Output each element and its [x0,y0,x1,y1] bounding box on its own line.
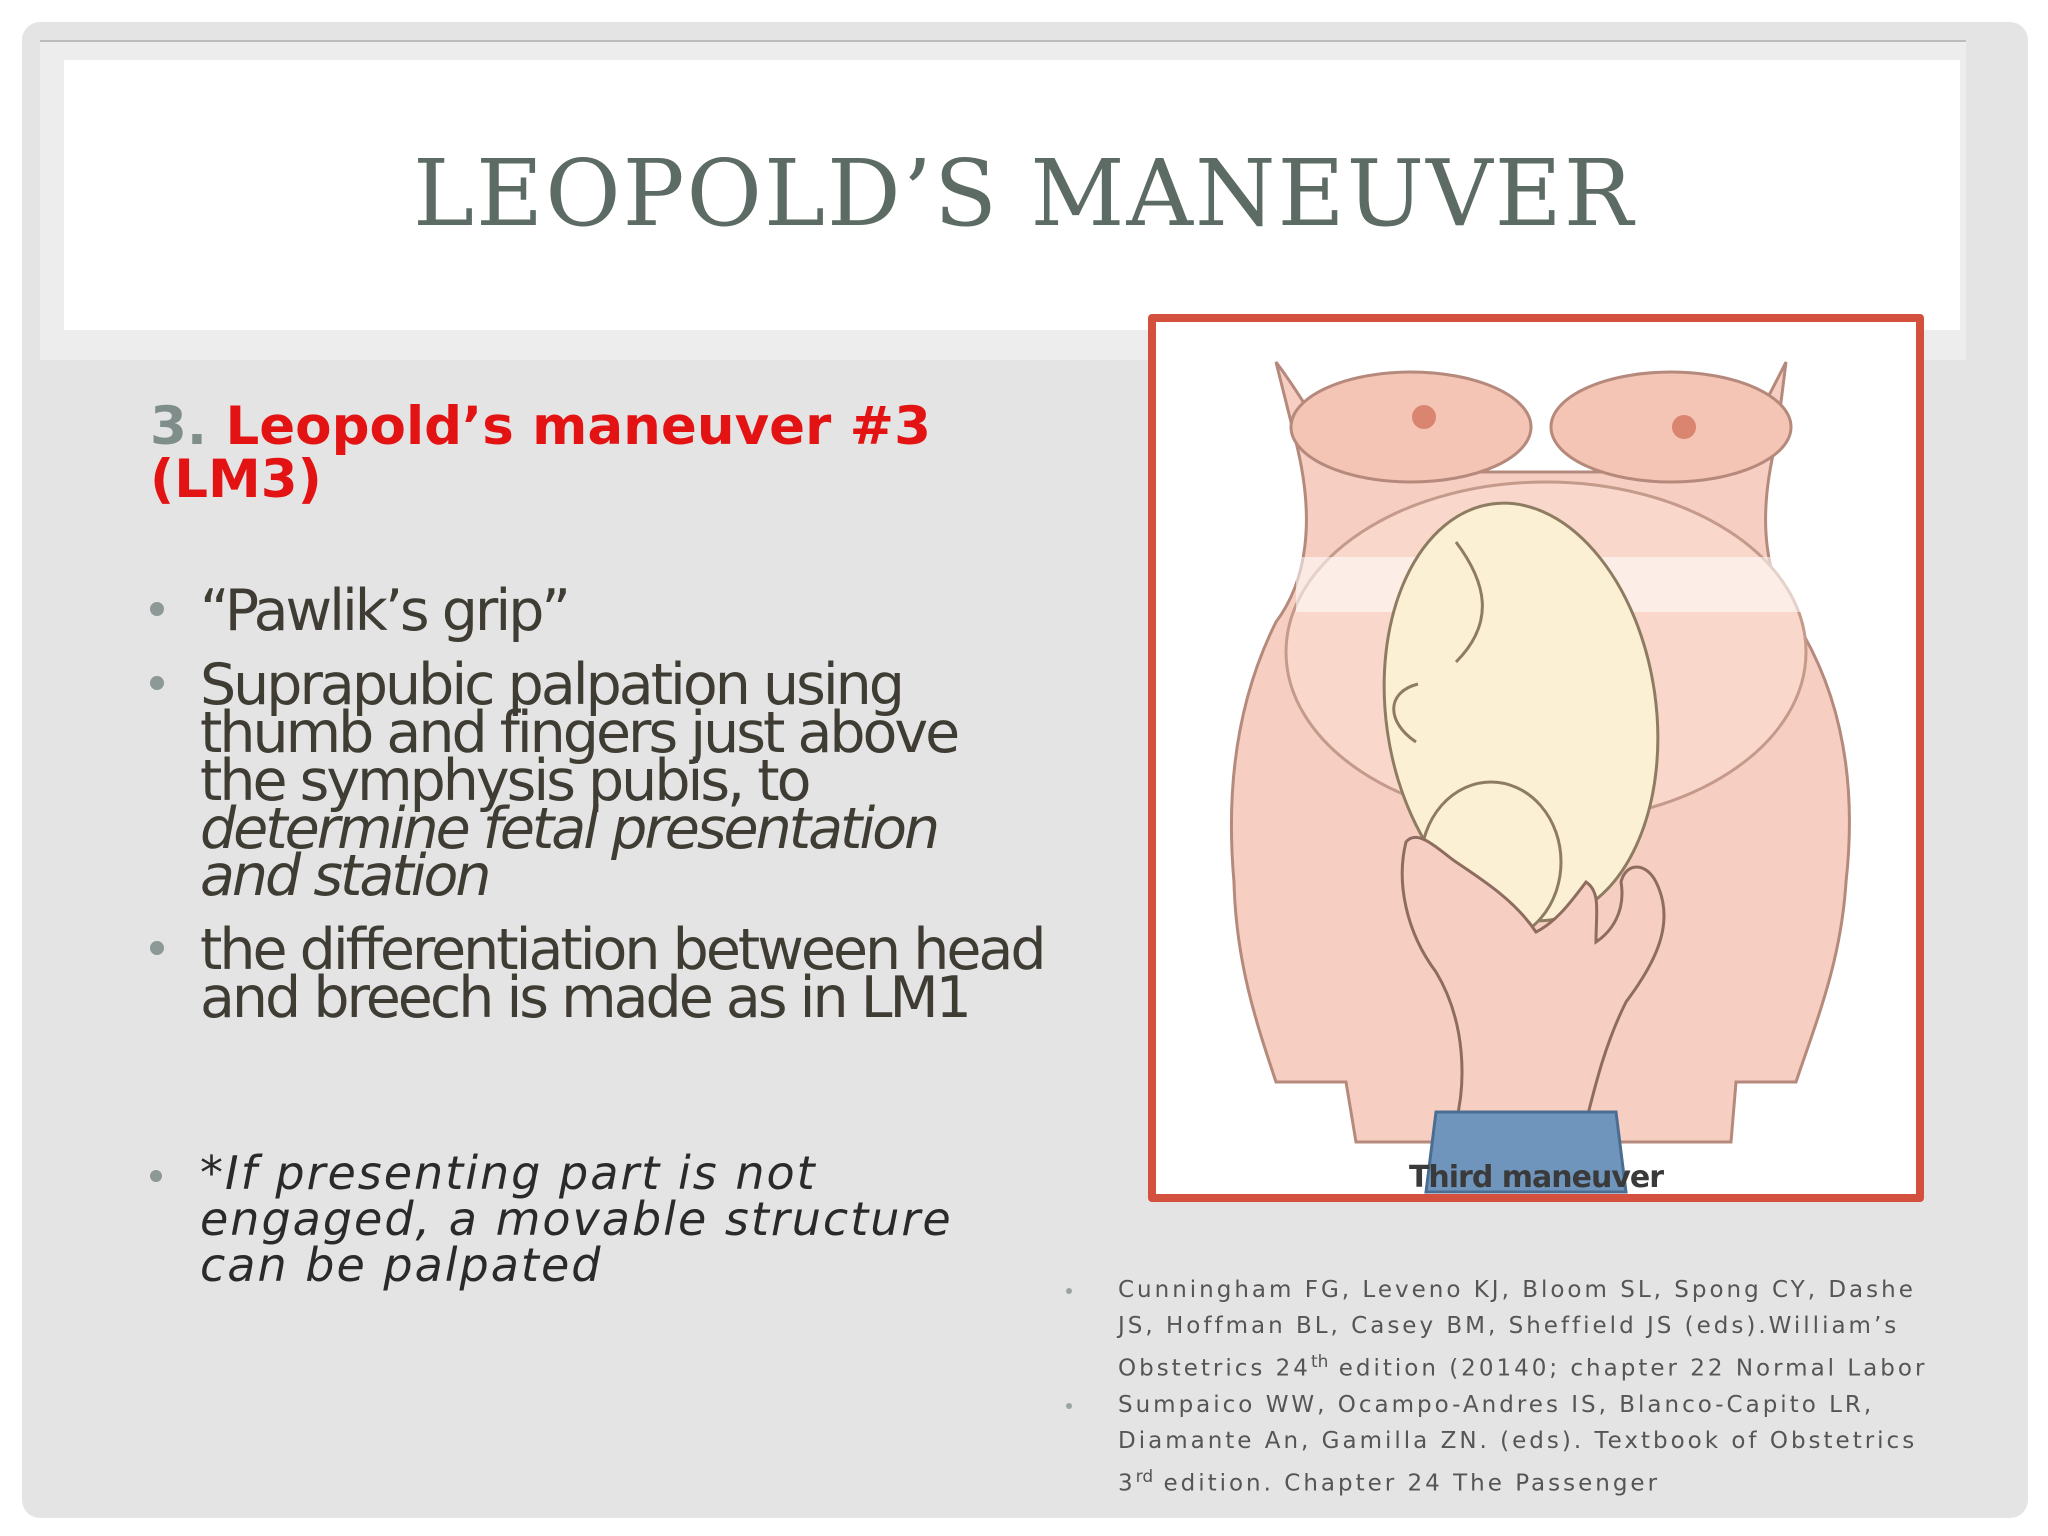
bullet-text: Suprapubic palpation using thumb and fingers just above the symphysis pubis, to [200,651,958,814]
reference-superscript: rd [1135,1466,1154,1487]
left-nipple-shape [1412,405,1436,429]
bullet-item [150,651,1050,910]
bullet-item [150,578,1050,644]
slide-title: LEOPOLD’S MANEUVER [412,140,1636,247]
right-breast-shape [1551,372,1791,482]
note-item [150,1146,1050,1292]
section-heading-text: Leopold’s maneuver #3 (LM3) [150,396,931,510]
left-breast-shape [1291,372,1531,482]
bullet-text-italic: determine fetal presentation and station [200,795,938,910]
reference-text-end: edition (20140; chapter 22 Normal Labor [1338,1355,1928,1382]
leopold-maneuver-illustration [1156,322,1916,1194]
bullet-item [150,917,1050,1032]
bullet-text: the differentiation between head and breech is made as in LM1 [200,917,1044,1032]
figure-caption: Third maneuver [1408,1160,1664,1195]
bullet-dot-icon [150,676,164,690]
reference-text: Cunningham FG, Leveno KJ, Bloom SL, Spong CY, Dashe JS, Hoffman BL, Casey BM, Sheffield JS (eds).William’s Obstetrics 24 [1118,1277,1916,1382]
reference-item [1066,1387,1946,1502]
section-heading [150,396,1020,510]
bullet-dot-icon [150,602,164,616]
bullet-dot-icon [150,941,164,955]
bullet-dot-icon [150,1170,162,1182]
reference-text-end: edition. Chapter 24 The Passenger [1163,1470,1661,1497]
reference-item [1066,1272,1946,1387]
section-number: 3. [150,396,208,457]
reference-superscript: th [1310,1352,1329,1372]
bullet-list [150,578,1050,1049]
references-list [1066,1272,1946,1501]
bullet-dot-icon [1066,1403,1072,1409]
figure-frame [1148,314,1924,1202]
note-text: *If presenting part is not engaged, a movable structure can be palpated [200,1146,953,1292]
reference-text: Sumpaico WW, Ocampo-Andres IS, Blanco-Capito LR, Diamante An, Gamilla ZN. (eds). Textbook of Obstetrics 3 [1118,1391,1918,1497]
bullet-text: “Pawlik’s grip” [200,578,568,644]
bullet-dot-icon [1066,1288,1072,1294]
note-list [150,1146,1050,1292]
right-nipple-shape [1672,415,1696,439]
